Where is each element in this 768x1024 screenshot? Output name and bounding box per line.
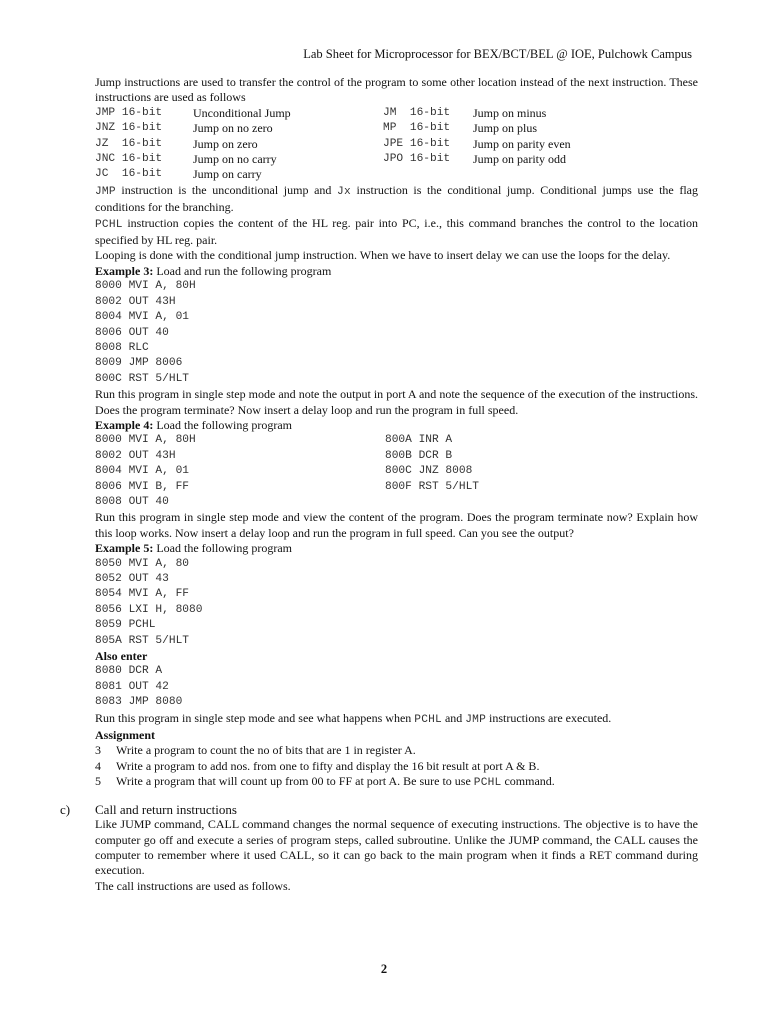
code-line: 8004 MVI A, 01	[95, 311, 189, 324]
text: instructions are executed.	[486, 710, 612, 725]
instruction-code: JMP 16-bit	[95, 106, 163, 119]
instruction-desc: Jump on parity odd	[473, 152, 566, 167]
jump-table-row	[95, 137, 698, 152]
code-line: 8054 MVI A, FF	[95, 588, 189, 601]
text: Run this program in single step mode and see what happens when	[95, 710, 415, 725]
example-5-code	[95, 557, 698, 649]
code-jmp: JMP	[465, 713, 487, 726]
section-c	[60, 801, 698, 817]
example-label: Example 3:	[95, 263, 154, 278]
code-line: 8000 MVI A, 80H	[95, 280, 196, 293]
text: and	[441, 710, 466, 725]
assignment-text	[116, 759, 698, 774]
section-letter: c)	[60, 801, 71, 817]
assignment-heading	[95, 728, 698, 743]
instruction-desc: Jump on parity even	[473, 136, 571, 151]
example-label: Example 5:	[95, 541, 154, 556]
also-enter-label: Also enter	[95, 649, 148, 664]
code-line: 800C RST 5/HLT	[95, 372, 189, 385]
code-jmp: JMP	[95, 185, 116, 198]
code-line: 800A INR A	[385, 434, 453, 447]
instruction-code: JZ 16-bit	[95, 137, 163, 150]
assignment-item	[95, 743, 698, 758]
code-line: 8056 LXI H, 8080	[95, 603, 203, 616]
code-line: 8008 RLC	[95, 341, 149, 354]
example-5-heading	[95, 541, 698, 556]
example-4-after: Run this program in single step mode and view the content of the program. Does the program terminate now? Explain how this loop works. Now insert a delay loop and run the program in full speed. Can you see the output?	[95, 510, 698, 540]
loop-paragraph: Looping is done with the conditional jump instruction. When we have to insert delay we can use the loops for the delay.	[95, 248, 671, 263]
jump-table-row	[95, 167, 698, 182]
example-4-code	[95, 433, 698, 510]
example-4-code-left	[95, 433, 385, 510]
text: Write a program to add nos. from one to fifty and display the 16 bit result at port A & B.	[116, 758, 540, 773]
code-line: 800B DCR B	[385, 449, 453, 462]
instruction-code: JPE 16-bit	[383, 137, 451, 150]
example-3-after: Run this program in single step mode and note the output in port A and note the sequence of the execution of the instructions. Does the program terminate? Now insert a delay loop and run the program in full speed.	[95, 387, 698, 417]
assignment-item	[95, 774, 698, 791]
page-number: 2	[380, 962, 388, 976]
assignment-item	[95, 759, 698, 774]
jump-instruction-table	[95, 106, 698, 183]
page-content	[60, 75, 698, 894]
assignment-text	[116, 774, 698, 791]
code-line: 8059 PCHL	[95, 619, 156, 632]
code-line: 8081 OUT 42	[95, 680, 169, 693]
example-title: Load and run the following program	[153, 263, 332, 278]
code-line: 8008 OUT 40	[95, 495, 169, 508]
code-line: 8052 OUT 43	[95, 573, 169, 585]
assignment-number: 5	[95, 774, 101, 789]
text: instruction is the unconditional jump and	[115, 182, 338, 197]
code-pchl: PCHL	[414, 713, 442, 726]
code-pchl: PCHL	[473, 777, 502, 790]
example-title: Load the following program	[153, 417, 292, 432]
example-4-code-right	[385, 433, 698, 510]
code-line: 8083 JMP 8080	[95, 696, 183, 709]
example-label: Example 4:	[95, 417, 154, 432]
code-line: 8006 MVI B, FF	[95, 480, 189, 493]
text: Write a program to count the no of bits that are 1 in register A.	[116, 743, 416, 758]
code-line: 8080 DCR A	[95, 665, 163, 678]
code-line: 8004 MVI A, 01	[95, 465, 189, 478]
example-5-code-2	[95, 664, 698, 710]
instruction-desc: Unconditional Jump	[193, 105, 291, 120]
code-line: 8050 MVI A, 80	[95, 557, 189, 570]
instruction-code: JC 16-bit	[95, 168, 163, 181]
jump-table-row	[95, 152, 698, 167]
page-header: Lab Sheet for Microprocessor for BEX/BCT/BEL @ IOE, Pulchowk Campus	[303, 47, 692, 61]
text: instruction copies the content of the HL reg. pair into PC, i.e., this command branches the control to the location specified by HL reg. pair.	[95, 215, 698, 248]
also-enter	[95, 649, 698, 664]
jump-table-row	[95, 106, 698, 121]
instruction-code	[383, 167, 473, 182]
section-c-last: The call instructions are used as follows.	[95, 878, 291, 893]
code-line: 8009 JMP 8006	[95, 357, 183, 370]
code-line: 8002 OUT 43H	[95, 449, 176, 462]
instruction-code: JPO 16-bit	[383, 153, 451, 166]
jmp-paragraph	[95, 183, 698, 216]
jump-table-row	[95, 121, 698, 136]
code-line: 8006 OUT 40	[95, 326, 169, 339]
instruction-desc	[473, 167, 698, 182]
text: Write a program that will count up from 00 to FF at port A. Be sure to use	[116, 774, 474, 789]
section-title: Call and return instructions	[95, 801, 237, 817]
instruction-code: JNZ 16-bit	[95, 122, 163, 135]
assignment-title: Assignment	[95, 728, 156, 743]
code-line: 800F RST 5/HLT	[385, 480, 479, 493]
instruction-code: MP 16-bit	[383, 122, 451, 135]
pchl-paragraph	[95, 216, 698, 249]
example-5-after	[95, 711, 698, 728]
assignment-text	[116, 743, 698, 758]
example-4-heading	[95, 418, 698, 433]
code-line: 8000 MVI A, 80H	[95, 434, 196, 447]
intro-paragraph: Jump instructions are used to transfer the control of the program to some other location instead of the next instruction. These instructions are used as follows	[95, 75, 698, 105]
text: instruction is the conditional jump. Conditional jumps use the flag conditions for the branching.	[95, 182, 698, 215]
code-jx: Jx	[337, 185, 351, 198]
instruction-desc: Jump on zero	[193, 136, 258, 151]
instruction-code: JM 16-bit	[383, 106, 451, 119]
code-line: 800C JNZ 8008	[385, 465, 473, 478]
text: command.	[501, 774, 555, 789]
code-line: 8002 OUT 43H	[95, 295, 176, 308]
code-line: 805A RST 5/HLT	[95, 634, 189, 647]
instruction-desc: Jump on plus	[473, 121, 538, 136]
section-c-body: Like JUMP command, CALL command changes the normal sequence of executing instructions. The objective is to have the computer go off and execute a series of program steps, called subroutine. Unlike the JUMP command, the CALL causes the computer to remember where it used CALL, so it can go back to the main program when it finds a RET command during execution.	[95, 817, 698, 878]
instruction-desc: Jump on carry	[193, 167, 262, 182]
assignment-list	[95, 743, 698, 791]
instruction-desc: Jump on no carry	[193, 152, 277, 167]
example-title: Load the following program	[153, 541, 292, 556]
assignment-number: 3	[95, 743, 101, 758]
code-pchl: PCHL	[95, 218, 123, 231]
assignment-number: 4	[95, 758, 101, 773]
instruction-desc: Jump on minus	[473, 105, 547, 120]
example-3-code	[95, 279, 698, 387]
example-3-heading	[95, 264, 698, 279]
instruction-desc: Jump on no zero	[193, 121, 273, 136]
instruction-code: JNC 16-bit	[95, 153, 163, 166]
